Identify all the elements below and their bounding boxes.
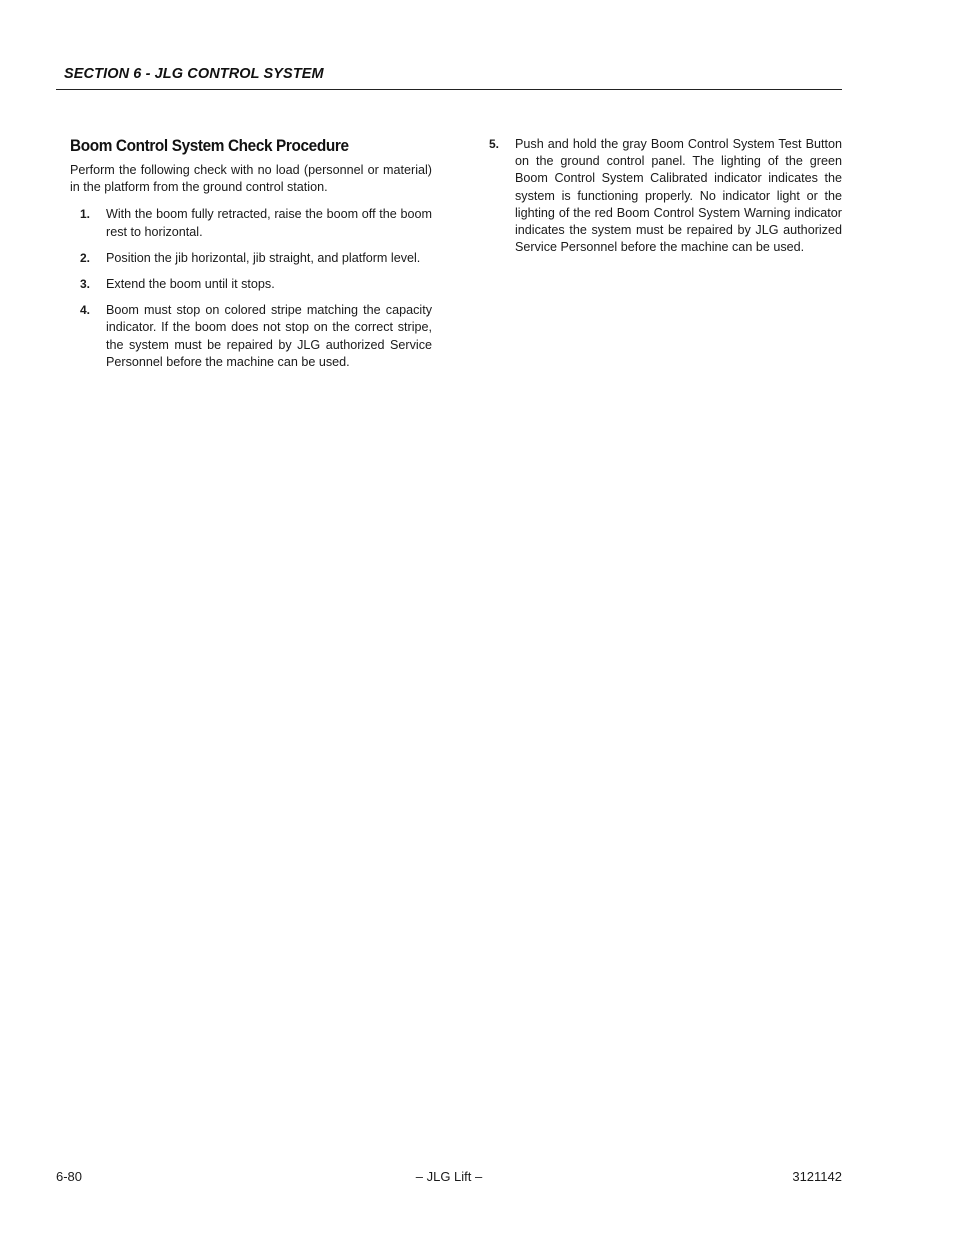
intro-paragraph: Perform the following check with no load (personnel or material) in the platform from the ground control station. [70,163,432,195]
step-number: 3. [80,277,91,292]
step-text: Boom must stop on colored stripe matching the capacity indicator. If the boom does not stop on the correct stripe, the system must be repaired by JLG authorized Service Personnel before the machine can be used. [106,303,432,369]
step-number: 5. [489,137,500,151]
step-text: Extend the boom until it stops. [106,277,275,292]
step-item [70,302,432,371]
steps-list [70,206,432,371]
step-text: Push and hold the gray Boom Control System Test Button on the ground control panel. The lighting of the green Boom Control System Calibrated indicator indicates the system is functioning properly. No indicator light or the lighting of the red Boom Control System Warning indicator indicates the system must be repaired by JLG authorized Service Personnel before the machine can be used. [515,137,842,255]
page-header [56,64,842,90]
step-item [70,276,432,293]
footer-brand: – JLG Lift – [415,1169,483,1184]
procedure-heading: Boom Control System Check Procedure [70,137,349,155]
right-column [489,136,842,265]
step-item [70,250,432,267]
left-column [70,136,432,380]
step-number: 2. [80,250,91,265]
step-number: 4. [80,303,91,318]
section-title: SECTION 6 - JLG CONTROL SYSTEM [64,66,324,82]
footer-doc-number: 3121142 [792,1169,842,1184]
footer-page-number: 6-80 [56,1169,83,1184]
steps-list-continued [489,136,842,256]
step-text: Position the jib horizontal, jib straight, and platform level. [106,250,421,265]
step-item [489,136,842,256]
step-item [70,206,432,240]
step-number: 1. [80,207,91,222]
step-text: With the boom fully retracted, raise the boom off the boom rest to horizontal. [106,207,432,239]
